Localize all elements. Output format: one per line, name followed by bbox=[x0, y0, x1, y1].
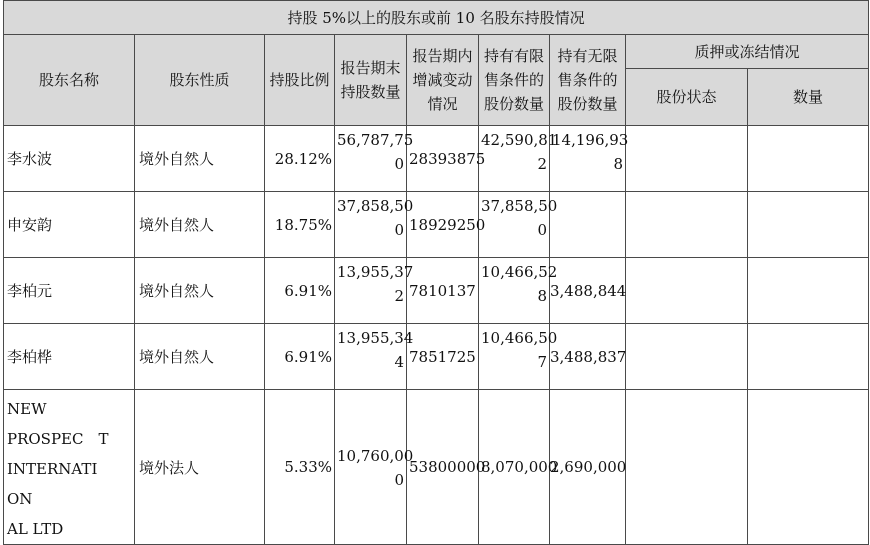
cell-pledge-status bbox=[626, 258, 748, 324]
cell-pledge-qty bbox=[748, 390, 869, 545]
cell-nature: 境外自然人 bbox=[135, 126, 265, 192]
header-unrestricted-line3: 股份数量 bbox=[557, 95, 618, 113]
cell-name-line4: AL LTD bbox=[7, 520, 64, 538]
cell-end-qty bbox=[335, 324, 414, 390]
cell-restricted-part1: 10,466,50 bbox=[481, 329, 558, 347]
table-title: 持股 5%以上的股东或前 10 名股东持股情况 bbox=[4, 1, 869, 35]
cell-unrestricted-part1: 14,196,93 bbox=[552, 131, 629, 149]
header-change bbox=[407, 35, 479, 126]
cell-end-qty-part1: 13,955,37 bbox=[337, 263, 414, 281]
cell-unrestricted: 2,690,000 bbox=[550, 390, 626, 545]
cell-end-qty-part2: 0 bbox=[394, 471, 404, 489]
header-end-qty bbox=[335, 35, 407, 126]
cell-restricted-part1: 42,590,81 bbox=[481, 131, 558, 149]
header-change-line3: 情况 bbox=[427, 95, 458, 113]
cell-change: 28393875 bbox=[407, 126, 479, 192]
table-row bbox=[4, 390, 869, 545]
cell-change: 7810137 bbox=[407, 258, 479, 324]
header-pledge: 质押或冻结情况 bbox=[626, 35, 869, 69]
cell-pledge-qty bbox=[748, 258, 869, 324]
cell-change: 18929250 bbox=[407, 192, 479, 258]
cell-restricted-part2: 0 bbox=[537, 221, 547, 239]
cell-restricted-part1: 37,858,50 bbox=[481, 197, 558, 215]
cell-end-qty-part2: 0 bbox=[394, 155, 404, 173]
cell-restricted-part2: 2 bbox=[537, 155, 547, 173]
cell-ratio: 6.91% bbox=[265, 258, 335, 324]
header-nature: 股东性质 bbox=[135, 35, 265, 126]
table-row bbox=[4, 324, 869, 390]
cell-ratio: 28.12% bbox=[265, 126, 335, 192]
header-restricted-line2: 售条件的 bbox=[483, 71, 544, 89]
cell-unrestricted: 3,488,837 bbox=[550, 324, 626, 390]
cell-end-qty bbox=[335, 126, 414, 192]
cell-restricted-part2: 7 bbox=[537, 353, 547, 371]
header-pledge-qty: 数量 bbox=[748, 69, 869, 126]
cell-end-qty-part1: 56,787,75 bbox=[337, 131, 414, 149]
cell-pledge-status bbox=[626, 390, 748, 545]
cell-end-qty-part1: 13,955,34 bbox=[337, 329, 414, 347]
header-end-qty-line2: 持股数量 bbox=[340, 83, 401, 101]
cell-end-qty-part2: 4 bbox=[394, 353, 404, 371]
cell-nature: 境外自然人 bbox=[135, 192, 265, 258]
cell-pledge-qty bbox=[748, 126, 869, 192]
cell-ratio: 6.91% bbox=[265, 324, 335, 390]
cell-restricted bbox=[479, 324, 558, 390]
header-restricted bbox=[479, 35, 550, 126]
header-change-line2: 增减变动 bbox=[412, 71, 473, 89]
header-unrestricted-line2: 售条件的 bbox=[557, 71, 618, 89]
cell-name-line1: NEW bbox=[7, 400, 47, 418]
table-row bbox=[4, 126, 869, 192]
cell-pledge-status bbox=[626, 192, 748, 258]
cell-pledge-qty bbox=[748, 192, 869, 258]
cell-end-qty bbox=[335, 192, 414, 258]
shareholder-table bbox=[3, 0, 869, 545]
cell-restricted bbox=[479, 126, 558, 192]
cell-name: 李柏元 bbox=[4, 258, 135, 324]
cell-name-line3: INTERNATI ON bbox=[7, 460, 113, 508]
table-row bbox=[4, 258, 869, 324]
cell-nature: 境外自然人 bbox=[135, 258, 265, 324]
cell-restricted-part1: 10,466,52 bbox=[481, 263, 558, 281]
header-unrestricted-line1: 持有无限 bbox=[557, 47, 618, 65]
cell-end-qty-part2: 0 bbox=[394, 221, 404, 239]
header-pledge-status: 股份状态 bbox=[626, 69, 748, 126]
header-end-qty-line1: 报告期末 bbox=[340, 59, 401, 77]
cell-restricted: 8,070,000 bbox=[479, 390, 550, 545]
cell-end-qty-part1: 10,760,00 bbox=[337, 447, 414, 465]
cell-name: 李水波 bbox=[4, 126, 135, 192]
cell-restricted bbox=[479, 258, 558, 324]
cell-unrestricted bbox=[550, 192, 626, 258]
cell-ratio: 5.33% bbox=[265, 390, 335, 545]
cell-name: 李柏桦 bbox=[4, 324, 135, 390]
cell-end-qty-part2: 2 bbox=[394, 287, 404, 305]
cell-name bbox=[4, 390, 135, 545]
header-unrestricted bbox=[550, 35, 626, 126]
header-restricted-line3: 股份数量 bbox=[483, 95, 544, 113]
header-change-line1: 报告期内 bbox=[412, 47, 473, 65]
table-row bbox=[4, 192, 869, 258]
cell-name: 申安韵 bbox=[4, 192, 135, 258]
cell-end-qty bbox=[335, 258, 414, 324]
cell-pledge-status bbox=[626, 324, 748, 390]
cell-change: 53800000 bbox=[407, 390, 479, 545]
cell-restricted-part2: 8 bbox=[537, 287, 547, 305]
cell-ratio: 18.75% bbox=[265, 192, 335, 258]
cell-pledge-status bbox=[626, 126, 748, 192]
header-name: 股东名称 bbox=[4, 35, 135, 126]
cell-end-qty bbox=[335, 390, 414, 545]
cell-nature: 境外法人 bbox=[135, 390, 265, 545]
cell-unrestricted: 3,488,844 bbox=[550, 258, 626, 324]
cell-change: 7851725 bbox=[407, 324, 479, 390]
cell-unrestricted bbox=[550, 126, 629, 192]
cell-end-qty-part1: 37,858,50 bbox=[337, 197, 414, 215]
cell-name-line2: PROSPEC T bbox=[7, 430, 109, 448]
header-ratio: 持股比例 bbox=[265, 35, 335, 126]
cell-pledge-qty bbox=[748, 324, 869, 390]
cell-nature: 境外自然人 bbox=[135, 324, 265, 390]
header-restricted-line1: 持有有限 bbox=[483, 47, 544, 65]
cell-restricted bbox=[479, 192, 558, 258]
cell-unrestricted-part2: 8 bbox=[613, 155, 623, 173]
